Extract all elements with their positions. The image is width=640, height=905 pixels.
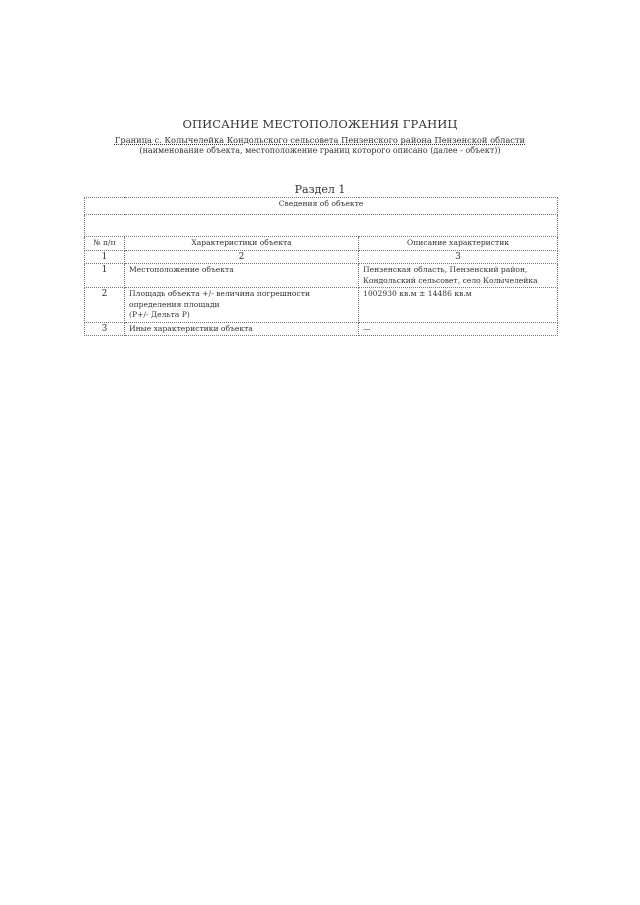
header-num: № п/п bbox=[85, 237, 125, 251]
row-characteristic-line: определения площади bbox=[129, 299, 220, 309]
header-description: Описание характеристик bbox=[359, 237, 558, 251]
row-number: 3 bbox=[85, 322, 125, 336]
column-number-row bbox=[85, 250, 558, 264]
row-description-line: Кондольский сельсовет, село Колычелейка bbox=[363, 275, 538, 285]
row-characteristic: Иные характеристики объекта bbox=[125, 322, 359, 336]
table-row bbox=[85, 322, 558, 336]
column-number: 1 bbox=[85, 250, 125, 264]
empty-cell bbox=[85, 215, 558, 237]
document-title: ОПИСАНИЕ МЕСТОПОЛОЖЕНИЯ ГРАНИЦ bbox=[182, 117, 458, 131]
object-name-caption: (наименование объекта, местоположение границ которого описано (далее - объект)) bbox=[139, 146, 501, 155]
object-info-table bbox=[84, 197, 558, 336]
section-title: Раздел 1 bbox=[294, 183, 346, 196]
table-row bbox=[85, 264, 558, 288]
row-number: 2 bbox=[85, 288, 125, 323]
row-characteristic: Местоположение объекта bbox=[125, 264, 359, 288]
row-characteristic bbox=[125, 288, 359, 323]
header-characteristic: Характеристики объекта bbox=[125, 237, 359, 251]
empty-row bbox=[85, 215, 558, 237]
row-number: 1 bbox=[85, 264, 125, 288]
table-title: Сведения об объекте bbox=[85, 198, 558, 215]
row-characteristic-line: Площадь объекта +/- величина погрешности bbox=[129, 289, 311, 298]
column-number: 3 bbox=[359, 250, 558, 264]
row-description-line: Пензенская область, Пензенский район, bbox=[363, 265, 528, 274]
row-description: 1002930 кв.м ± 14486 кв.м bbox=[359, 288, 558, 323]
table-row bbox=[85, 288, 558, 323]
row-description bbox=[359, 264, 558, 288]
object-name: Граница с. Колычелейка Кондольского сельсовета Пензенского района Пензенской области bbox=[114, 135, 526, 145]
row-characteristic-line: (P+/- Дельта P) bbox=[129, 310, 190, 319]
row-description: — bbox=[359, 322, 558, 336]
table-title-row bbox=[85, 198, 558, 215]
column-number: 2 bbox=[125, 250, 359, 264]
header-row bbox=[85, 237, 558, 251]
